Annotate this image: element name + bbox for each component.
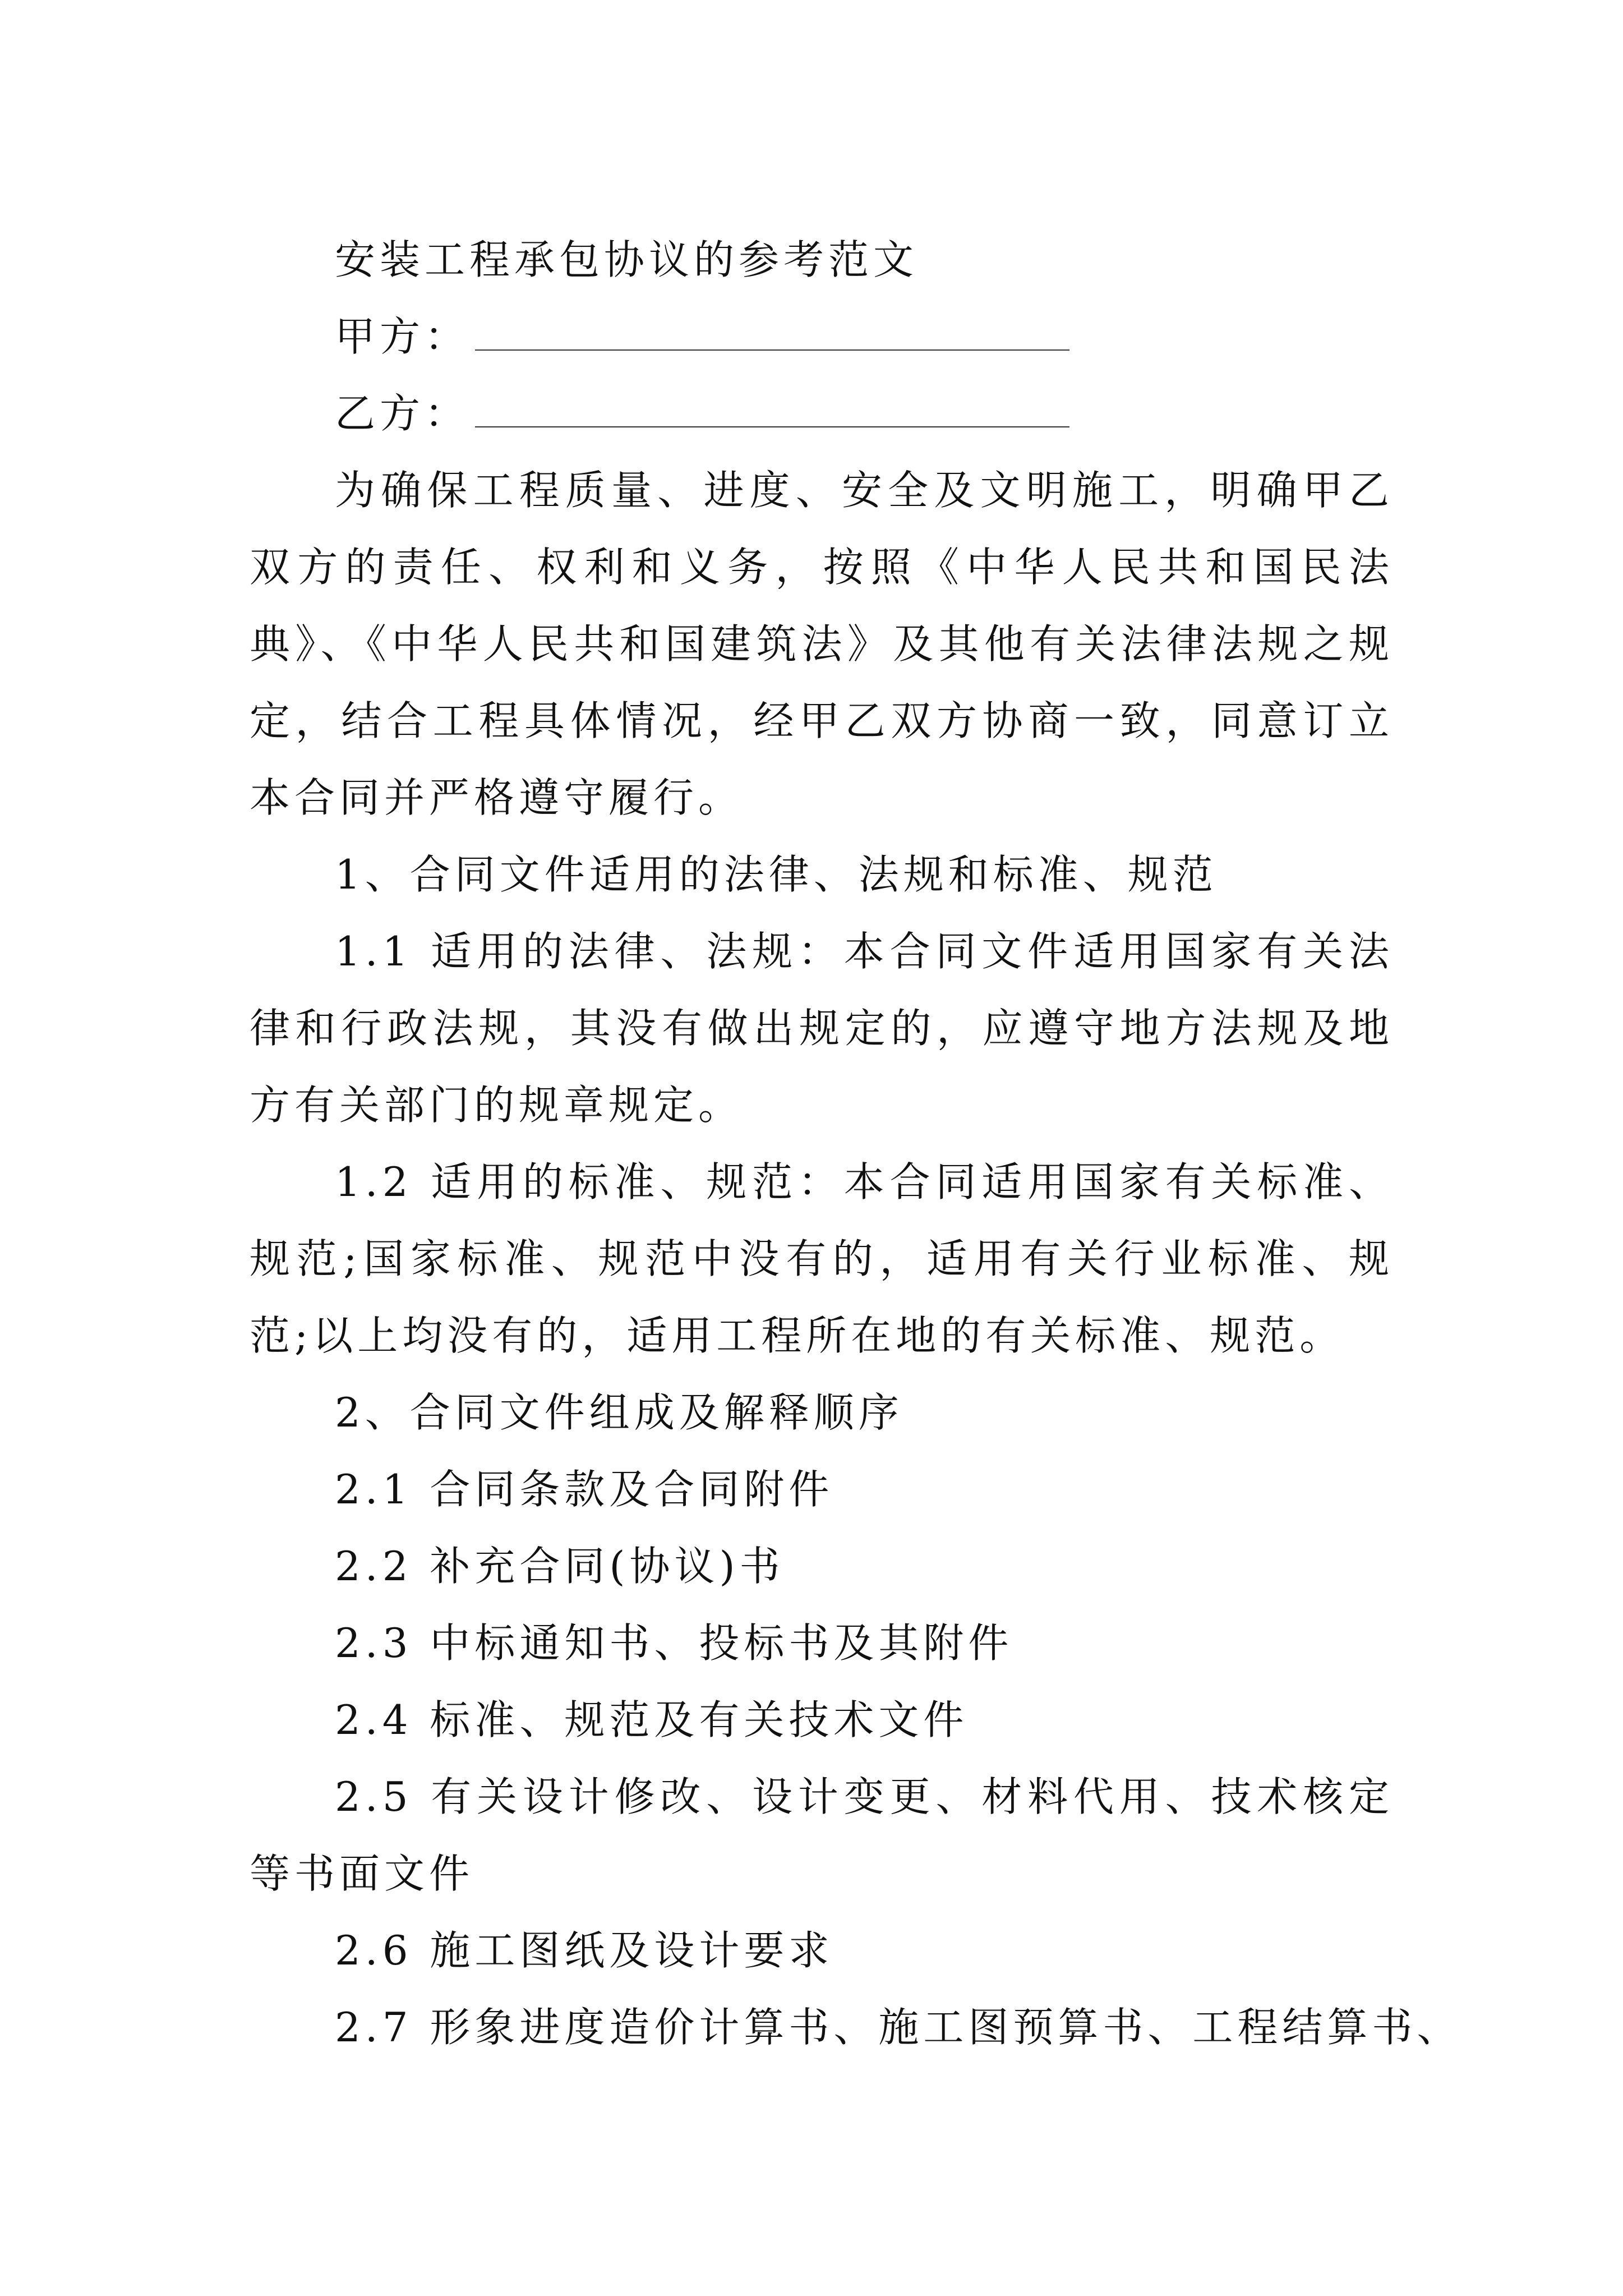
clause-1-1: 1.1 适用的法律、法规：本合同文件适用国家有关法律和行政法规，其没有做出规定的，应遵守地方法规及地方有关部门的规章规定。 bbox=[250, 928, 1394, 1129]
section-1-heading: 1、合同文件适用的法律、法规和标准、规范 bbox=[335, 851, 1218, 898]
document-body bbox=[250, 222, 1462, 2066]
party-a-blank[interactable] bbox=[475, 315, 1069, 351]
document-title: 安装工程承包协议的参考范文 bbox=[335, 236, 919, 283]
clause-2-4: 2.4 标准、规范及有关技术文件 bbox=[335, 1696, 969, 1743]
intro-paragraph: 为确保工程质量、进度、安全及文明施工，明确甲乙双方的责任、权利和义务，按照《中华人民共和国民法典》、《中华人民共和国建筑法》及其他有关法律法规之规定，结合工程具体情况，经甲乙双方协商一致，同意订立本合同并严格遵守履行。 bbox=[250, 467, 1394, 821]
clause-2-5: 2.5 有关设计修改、设计变更、材料代用、技术核定等书面文件 bbox=[250, 1773, 1394, 1897]
clause-2-6: 2.6 施工图纸及设计要求 bbox=[335, 1927, 834, 1974]
party-b-blank[interactable] bbox=[475, 392, 1069, 427]
clause-2-1: 2.1 合同条款及合同附件 bbox=[335, 1466, 834, 1513]
party-b-label: 乙方： bbox=[335, 390, 470, 437]
clause-2-7: 2.7 形象进度造价计算书、施工图预算书、工程结算书、 bbox=[335, 2004, 1462, 2051]
clause-2-3: 2.3 中标通知书、投标书及其附件 bbox=[335, 1619, 1013, 1667]
party-b-line bbox=[250, 375, 1394, 452]
clause-2-2: 2.2 补充合同(协议)书 bbox=[335, 1543, 785, 1590]
party-a-label: 甲方： bbox=[335, 313, 470, 360]
section-2-heading: 2、合同文件组成及解释顺序 bbox=[335, 1389, 903, 1436]
party-a-line bbox=[250, 298, 1394, 375]
clause-1-2: 1.2 适用的标准、规范：本合同适用国家有关标准、规范;国家标准、规范中没有的，适用有关行业标准、规范;以上均没有的，适用工程所在地的有关标准、规范。 bbox=[250, 1158, 1394, 1359]
